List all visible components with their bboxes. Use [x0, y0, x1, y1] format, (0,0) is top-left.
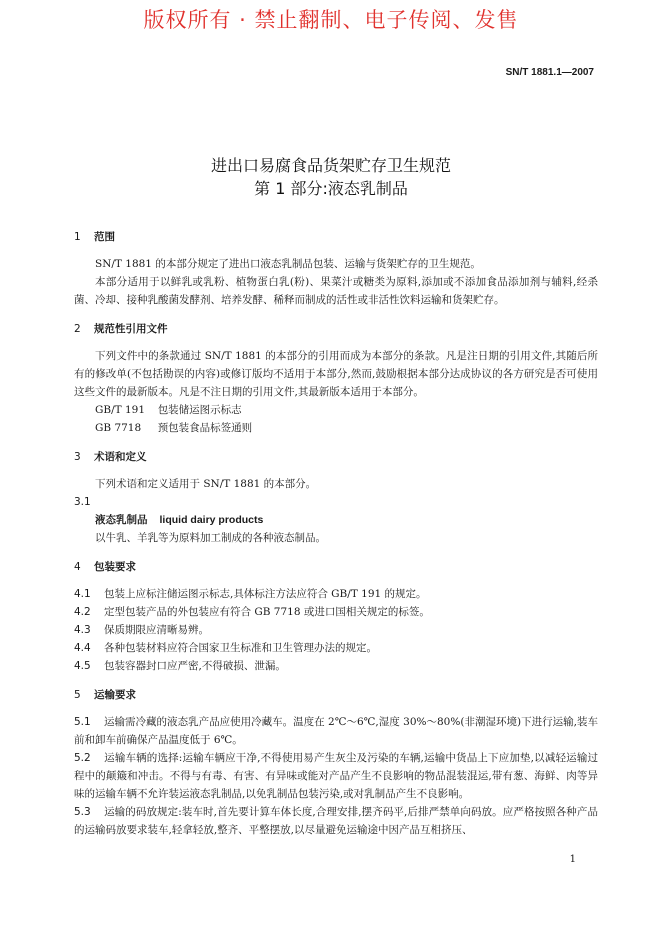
section-title: 规范性引用文件 — [94, 323, 168, 335]
clause-text: 运输的码放规定:装车时,首先要计算车体长度,合理安排,摆齐码平,后排严禁单向码放。应严格按照各种产品的运输码放要求装车,轻拿轻放,整齐、平整摆放,以尽量避免运输途中因产品互相挤压、 — [74, 806, 598, 836]
clause-number: 5.2 — [74, 752, 91, 764]
section-heading-scope — [74, 228, 598, 246]
subsection-number: 3.1 — [74, 496, 91, 508]
document-body — [74, 228, 598, 839]
clause-item — [74, 657, 598, 675]
clause-number: 4.3 — [74, 624, 91, 636]
clause-item — [74, 713, 598, 749]
section-heading-normative-references — [74, 320, 598, 338]
reference-code: GB/T 191 — [95, 404, 146, 416]
section-number: 2 — [74, 323, 81, 335]
reference-name: 预包装食品标签通则 — [157, 422, 253, 434]
section-number: 1 — [74, 231, 81, 243]
section-title: 术语和定义 — [94, 451, 147, 463]
section-number: 5 — [74, 689, 81, 701]
copyright-watermark: 版权所有 · 禁止翻制、电子传阅、发售 — [143, 8, 519, 32]
reference-item — [74, 401, 598, 419]
paragraph: 本部分适用于以鲜乳或乳粉、植物蛋白乳(粉)、果菜汁或糖类为原料,添加或不添加食品添加剂与辅料,经杀菌、冷却、接种乳酸菌发酵剂、培养发酵、稀释而制成的活性或非活性饮料运输和货架贮存。 — [74, 276, 598, 306]
paragraph: 下列术语和定义适用于 SN/T 1881 的本部分。 — [95, 478, 317, 490]
paragraph: SN/T 1881 的本部分规定了进出口液态乳制品包装、运输与货架贮存的卫生规范。 — [95, 258, 481, 270]
clause-item — [74, 639, 598, 657]
reference-item — [74, 419, 598, 437]
section-title: 包装要求 — [94, 561, 136, 573]
clause-text: 定型包装产品的外包装应有符合 GB 7718 或进口国相关规定的标签。 — [104, 606, 430, 618]
clause-number: 5.3 — [74, 806, 91, 818]
clause-item — [74, 603, 598, 621]
document-title: 进出口易腐食品货架贮存卫生规范 — [210, 156, 451, 175]
section-heading-packaging — [74, 558, 598, 576]
clause-item — [74, 749, 598, 803]
clause-item — [74, 585, 598, 603]
document-subtitle: 第 1 部分:液态乳制品 — [254, 179, 408, 198]
clause-number: 5.1 — [74, 716, 91, 728]
section-heading-terms — [74, 448, 598, 466]
reference-name: 包装储运图示标志 — [157, 404, 242, 416]
clause-text: 运输车辆的选择:运输车辆应干净,不得使用易产生灰尘及污染的车辆,运输中货品上下应加垫,以减轻运输过程中的颠簸和冲击。不得与有毒、有害、有异味或能对产品产生不良影响的物品混装混运,带有葱、海鲜、肉等异味的运输车辆不允许装运液态乳制品,以免乳制品包装污染,或对乳制品产生不良影响。 — [74, 752, 598, 800]
page-number: 1 — [569, 854, 576, 865]
clause-text: 运输需冷藏的液态乳产品应使用冷藏车。温度在 2℃～6℃,湿度 30%～80%(非潮湿环境)下进行运输,装车前和卸车前确保产品温度低于 6℃。 — [74, 716, 598, 746]
clause-item — [74, 803, 598, 839]
clause-text: 保质期限应清晰易辨。 — [104, 624, 209, 636]
term-definition: 以牛乳、羊乳等为原料加工制成的各种液态制品。 — [95, 532, 326, 544]
section-title: 范围 — [94, 231, 115, 243]
clause-number: 4.4 — [74, 642, 91, 654]
clause-text: 包装容器封口应严密,不得破损、泄漏。 — [104, 660, 286, 672]
paragraph: 下列文件中的条款通过 SN/T 1881 的本部分的引用而成为本部分的条款。凡是注日期的引用文件,其随后所有的修改单(不包括勘误的内容)或修订版均不适用于本部分,然而,鼓励根据本部分达成协议的各方研究是否可使用这些文件的最新版本。凡是不注日期的引用文件,其最新版本适用于本部分。 — [74, 350, 598, 398]
term-chinese: 液态乳制品 — [95, 514, 148, 526]
section-number: 3 — [74, 451, 81, 463]
reference-code: GB 7718 — [95, 422, 142, 434]
clause-number: 4.1 — [74, 588, 91, 600]
standard-code: SN/T 1881.1—2007 — [505, 67, 594, 78]
clause-number: 4.2 — [74, 606, 91, 618]
section-number: 4 — [74, 561, 81, 573]
clause-item — [74, 621, 598, 639]
clause-text: 各种包装材料应符合国家卫生标准和卫生管理办法的规定。 — [104, 642, 377, 654]
section-title: 运输要求 — [94, 689, 136, 701]
clause-text: 包装上应标注储运图示标志,具体标注方法应符合 GB/T 191 的规定。 — [104, 588, 427, 600]
term-english: liquid dairy products — [159, 514, 264, 526]
section-heading-transport — [74, 686, 598, 704]
clause-number: 4.5 — [74, 660, 91, 672]
term-entry — [74, 511, 598, 529]
